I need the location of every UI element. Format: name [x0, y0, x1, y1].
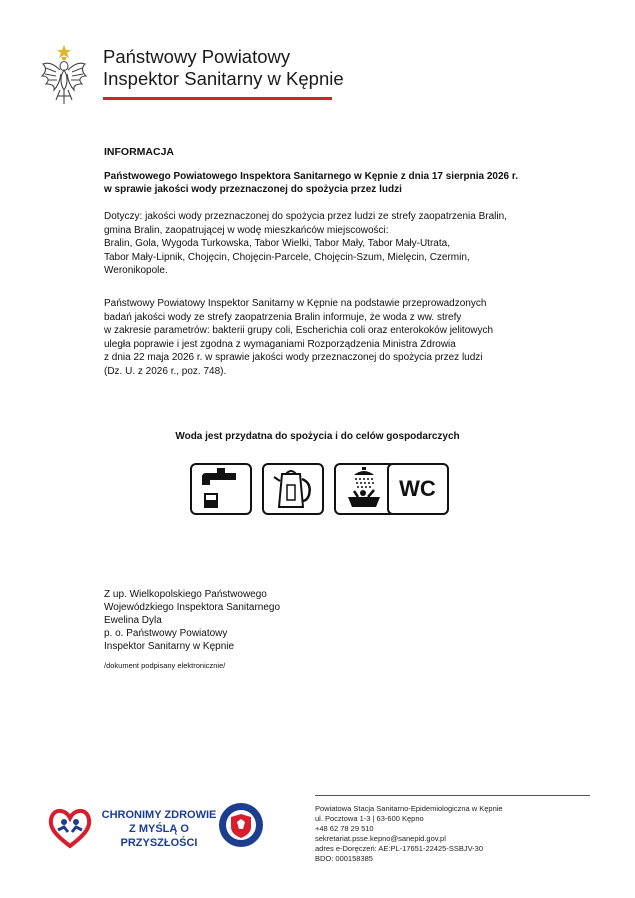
potable-statement: Woda jest przydatna do spożycia i do celów gospodarczych — [175, 431, 460, 442]
concerns-line: Tabor Mały-Lipnik, Chojęcin, Chojęcin-Parcele, Chojęcin-Szum, Mielęcin, Czermin, — [104, 251, 470, 263]
contact-line: Powiatowa Stacja Sanitarno-Epidemiologiczna w Kępnie — [315, 804, 503, 813]
contact-line: adres e-Doręczeń: AE:PL-17651-22425-SSBJV-30 — [315, 844, 484, 853]
header-accent-bar — [103, 97, 332, 100]
campaign-slogan — [98, 808, 220, 850]
footer-divider — [315, 795, 590, 796]
signature-line: Inspektor Sanitarny w Kępnie — [104, 641, 235, 652]
contact-line: ul. Pocztowa 1-3 | 63-600 Kępno — [315, 814, 424, 823]
signature-line: Ewelina Dyla — [104, 615, 162, 626]
body-line: (Dz. U. z 2026 r., poz. 748). — [104, 365, 227, 377]
signature-block — [104, 588, 280, 653]
signature-line: p. o. Państwowy Powiatowy — [104, 628, 228, 639]
kettle-icon — [262, 463, 324, 515]
contact-line: BDO: 000158385 — [315, 854, 373, 863]
sanitary-inspection-seal-icon — [218, 802, 264, 848]
eagle-emblem-icon — [40, 42, 98, 108]
document-subheading — [104, 170, 544, 196]
signature-line: Z up. Wielkopolskiego Państwowego — [104, 589, 267, 600]
concerns-line: gmina Bralin, zaopatrującej w wodę mieszkańców miejscowości: — [104, 224, 389, 236]
slogan-line: CHRONIMY ZDROWIE — [101, 809, 217, 821]
contact-email[interactable]: sekretariat.psse.kepno@sanepid.gov.pl — [315, 834, 446, 843]
concerns-line: Dotyczy: jakości wody przeznaczonej do spożycia przez ludzi ze strefy zaopatrzenia Bralin, — [104, 211, 507, 222]
document-heading: INFORMACJA — [104, 146, 174, 158]
wc-label: WC — [399, 476, 436, 501]
organization-name — [103, 46, 344, 90]
contact-block — [315, 804, 503, 864]
electronic-signature-note: /dokument podpisany elektronicznie/ — [104, 661, 226, 670]
subheading-line: w sprawie jakości wody przeznaczonej do spożycia przez ludzi — [104, 184, 402, 195]
slogan-line: Z MYŚLĄ O PRZYSZŁOŚCI — [120, 823, 198, 849]
body-line: Państwowy Powiatowy Inspektor Sanitarny w Kępnie na podstawie przeprowadzonych — [104, 298, 487, 309]
concerns-paragraph — [104, 210, 544, 278]
body-line: z dnia 22 maja 2026 r. w sprawie jakości wody przeznaczonej do spożycia przez ludzi — [104, 352, 483, 364]
subheading-line: Państwowego Powiatowego Inspektora Sanitarnego w Kępnie z dnia 17 sierpnia 2026 r. — [104, 171, 518, 182]
signature-line: Wojewódzkiego Inspektora Sanitarnego — [104, 602, 281, 613]
contact-line: +48 62 78 29 510 — [315, 824, 374, 833]
body-line: w zakresie parametrów: bakterii grupy coli, Escherichia coli oraz enterokoków jelitowych — [104, 325, 494, 337]
body-paragraph — [104, 297, 544, 379]
tap-water-icon — [190, 463, 252, 515]
org-line-1: Państwowy Powiatowy — [103, 46, 291, 67]
org-line-2: Inspektor Sanitarny w Kępnie — [103, 68, 344, 89]
concerns-line: Bralin, Gola, Wygoda Turkowska, Tabor Wielki, Tabor Mały, Tabor Mały-Utrata, — [104, 238, 450, 250]
body-line: uległa poprawie i jest zgodna z wymaganiami Rozporządzenia Ministra Zdrowia — [104, 338, 456, 350]
campaign-logo-icon — [44, 800, 96, 852]
concerns-line: Weronikopole. — [104, 265, 168, 277]
wc-icon — [387, 463, 449, 515]
body-line: badań jakości wody ze strefy zaopatrzenia Bralin informuje, że woda z ww. strefy — [104, 311, 462, 323]
